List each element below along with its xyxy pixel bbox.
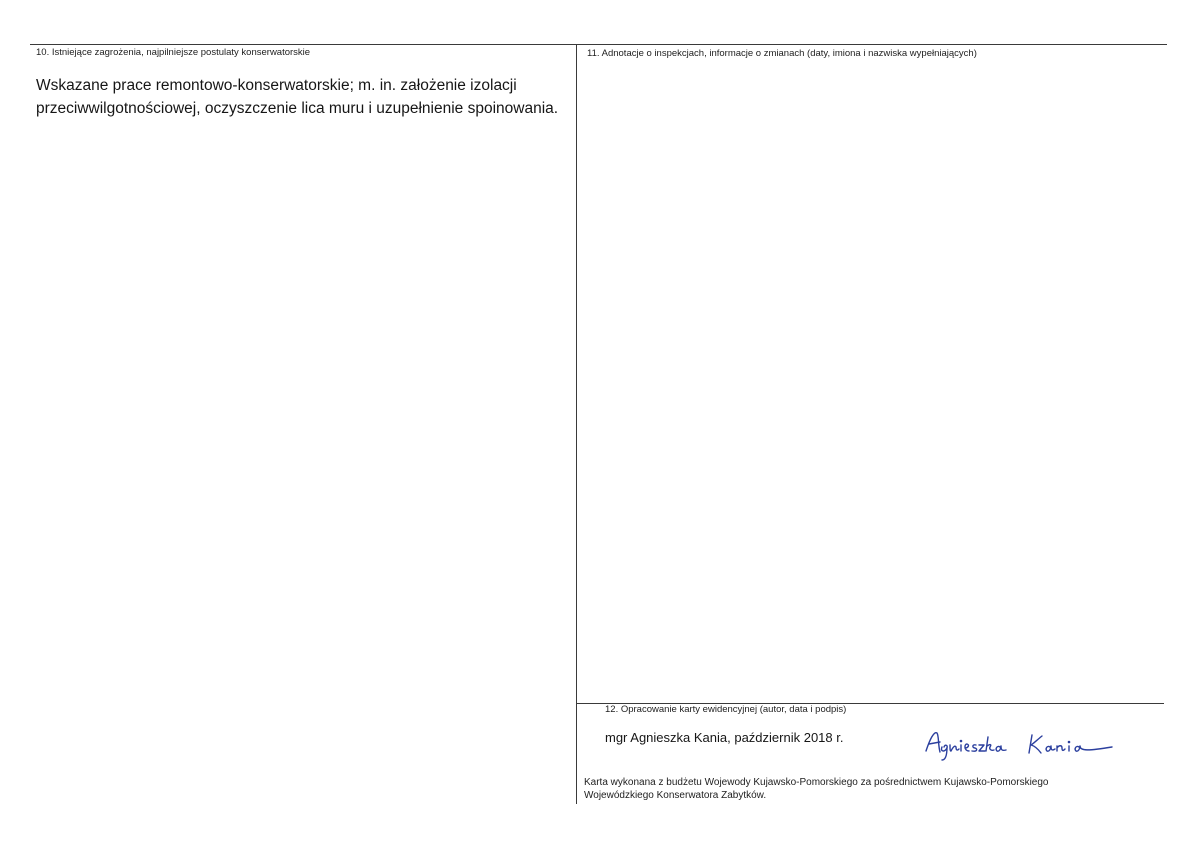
section10-label: 10. Istniejące zagrożenia, najpilniejsze postulaty konserwatorskie [36, 47, 311, 58]
top-rule [30, 44, 1167, 45]
section10-content-line1: Wskazane prace remontowo-konserwatorskie; m. in. założenie izolacji [36, 77, 517, 94]
author-text: mgr Agnieszka Kania, październik 2018 r. [605, 730, 844, 745]
funding-note [584, 777, 1164, 802]
section12-label: 12. Opracowanie karty ewidencyjnej (autor, data i podpis) [605, 704, 847, 715]
column-divider [576, 44, 577, 804]
section10-content [36, 74, 571, 120]
funding-note-line1: Karta wykonana z budżetu Wojewody Kujawsko-Pomorskiego za pośrednictwem Kujawsko-Pomorskiego [584, 777, 1049, 788]
section10-content-line2: przeciwwilgotnościowej, oczyszczenie lica muru i uzupełnienie spoinowania. [36, 100, 559, 117]
signature-image [920, 727, 1120, 763]
funding-note-line2: Wojewódzkiego Konserwatora Zabytków. [584, 789, 767, 801]
section11-label: 11. Adnotacje o inspekcjach, informacje o zmianach (daty, imiona i nazwiska wypełniających) [587, 48, 977, 59]
